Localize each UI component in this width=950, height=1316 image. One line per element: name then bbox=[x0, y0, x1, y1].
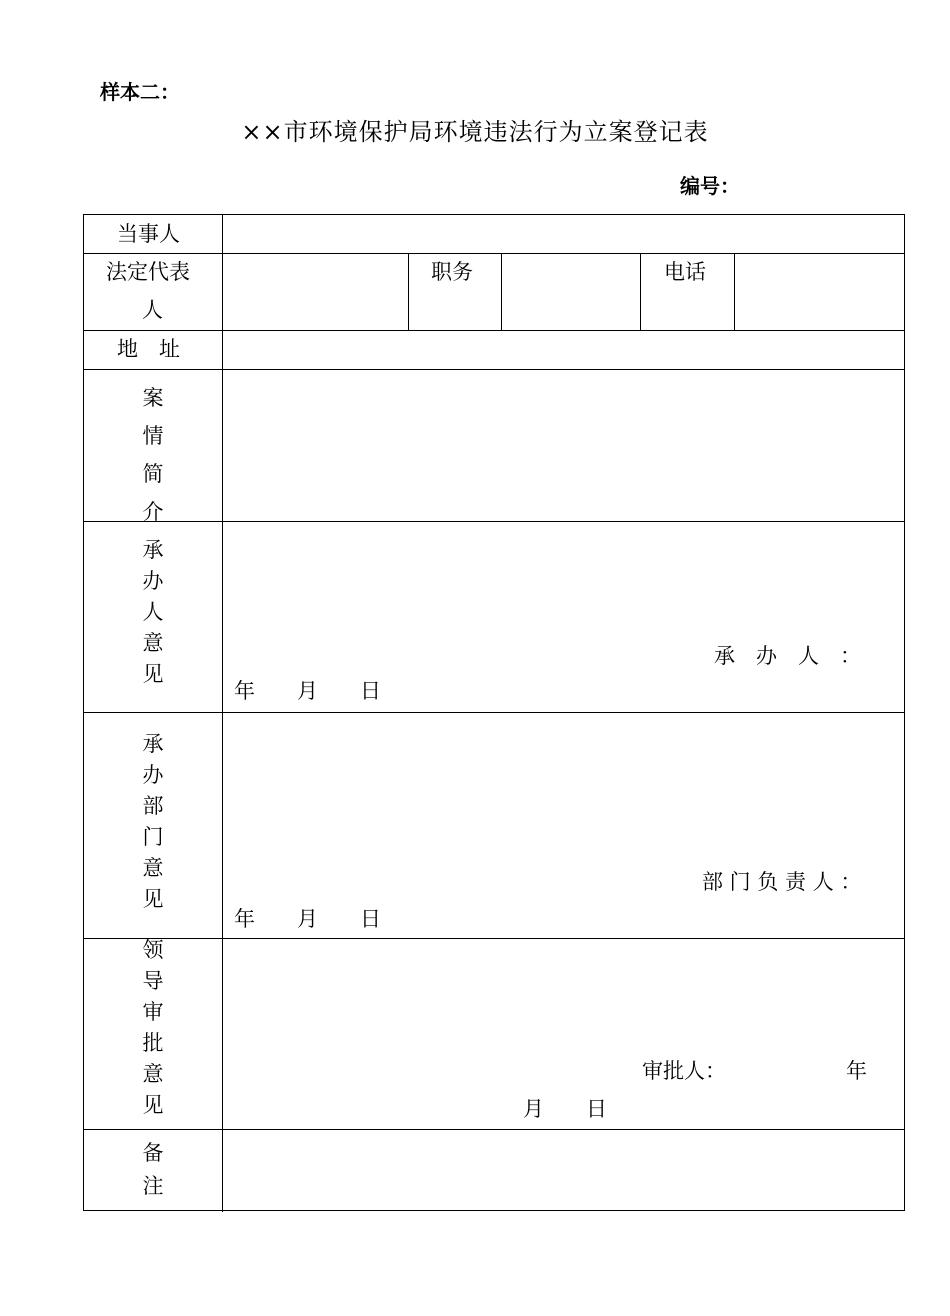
column-divider bbox=[408, 253, 409, 330]
legal-rep-label-line2: 人 bbox=[142, 298, 163, 322]
phone-label: 电话 bbox=[664, 260, 706, 284]
legal-rep-label-line1: 法定代表 bbox=[106, 260, 190, 284]
dept-head-signature-label: 部 门 负 责 人 ： bbox=[702, 870, 862, 894]
approval-month-day: 月 日 bbox=[523, 1097, 607, 1121]
handler-opinion-label: 承 办 人 意 见 bbox=[142, 538, 164, 686]
page-title: ××市环境保护局环境违法行为立案登记表 bbox=[241, 118, 709, 146]
party-field[interactable] bbox=[224, 217, 904, 251]
row-divider bbox=[84, 330, 904, 331]
remarks-label: 备 注 bbox=[142, 1141, 164, 1198]
position-label: 职务 bbox=[431, 260, 473, 284]
dept-opinion-label: 承 办 部 门 意 见 bbox=[142, 732, 164, 911]
approver-label: 审批人： bbox=[642, 1059, 726, 1083]
handler-signature-label: 承 办 人 ： bbox=[714, 644, 861, 668]
row-divider bbox=[84, 369, 904, 370]
address-label: 地 址 bbox=[117, 337, 180, 361]
dept-date: 年 月 日 bbox=[234, 907, 381, 931]
serial-number-label: 编号： bbox=[680, 174, 740, 198]
address-field[interactable] bbox=[224, 332, 904, 367]
phone-field[interactable] bbox=[736, 255, 904, 328]
column-divider bbox=[501, 253, 502, 330]
dept-opinion-field[interactable] bbox=[224, 714, 904, 936]
row-divider bbox=[84, 253, 904, 254]
approval-year: 年 bbox=[846, 1059, 867, 1083]
handler-date: 年 月 日 bbox=[234, 679, 381, 703]
position-field[interactable] bbox=[503, 255, 638, 328]
case-summary-field[interactable] bbox=[224, 371, 904, 519]
legal-rep-field[interactable] bbox=[224, 255, 406, 328]
column-divider bbox=[640, 253, 641, 330]
column-divider bbox=[734, 253, 735, 330]
row-divider bbox=[84, 1129, 904, 1130]
remarks-field[interactable] bbox=[224, 1131, 904, 1209]
row-divider bbox=[84, 712, 904, 713]
sample-label: 样本二： bbox=[100, 80, 180, 104]
case-summary-label: 案 情 简 介 bbox=[142, 386, 164, 524]
party-label: 当事人 bbox=[117, 222, 180, 246]
leader-approval-label: 领 导 审 批 意 见 bbox=[142, 938, 164, 1117]
column-divider bbox=[222, 215, 223, 1212]
registration-form-table bbox=[83, 214, 905, 1211]
